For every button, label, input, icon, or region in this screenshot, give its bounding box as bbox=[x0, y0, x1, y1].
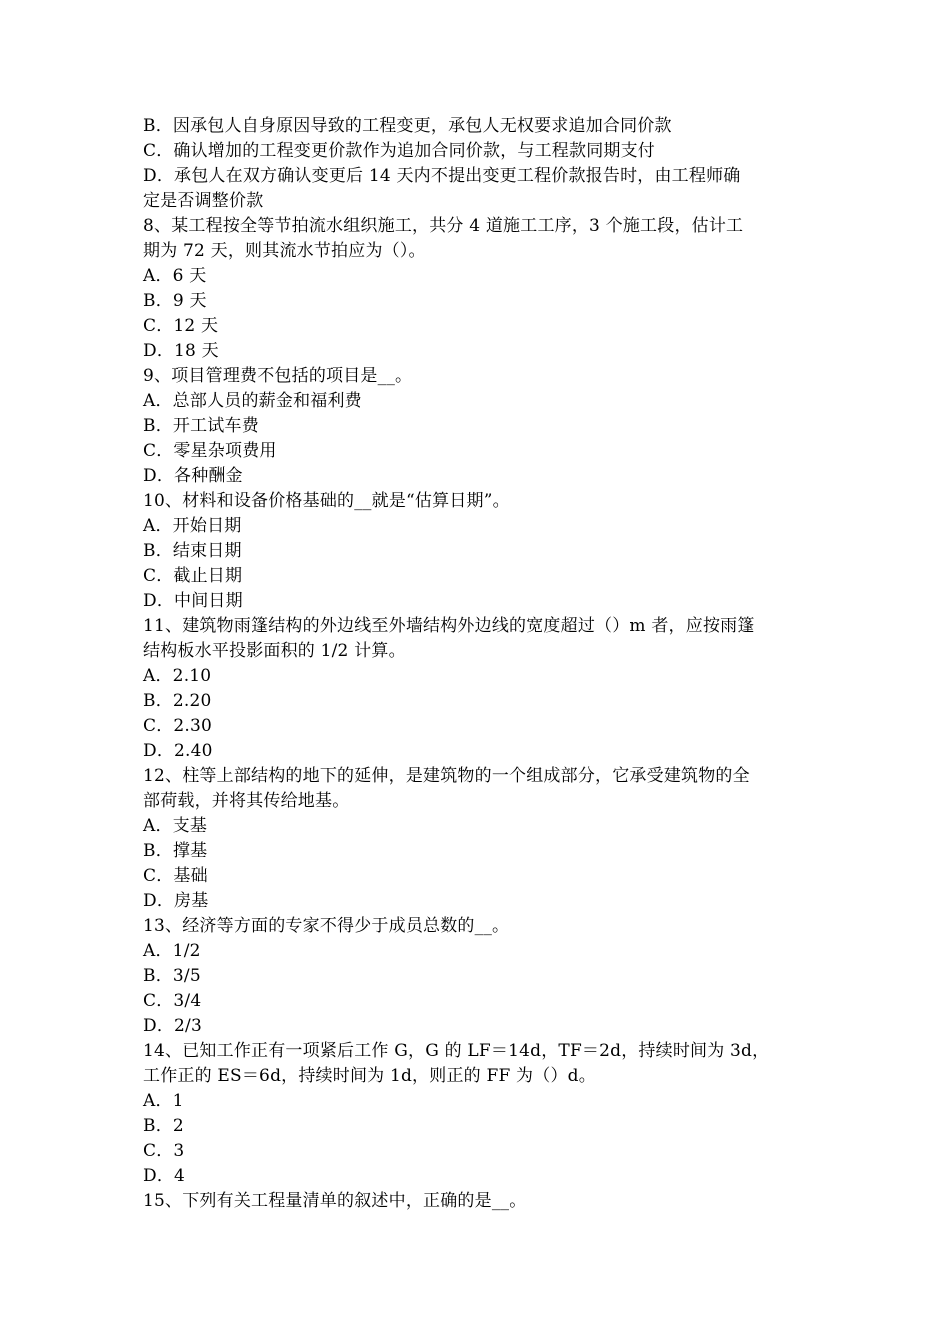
text-line: B．开工试车费 bbox=[143, 416, 259, 436]
text-line: D．房基 bbox=[143, 891, 209, 911]
text-line: B．3/5 bbox=[143, 966, 201, 986]
text-line: 11、建筑物雨篷结构的外边线至外墙结构外边线的宽度超过（）m 者，应按雨篷 bbox=[143, 616, 755, 636]
text-line: D．中间日期 bbox=[143, 591, 243, 611]
text-line: D．2/3 bbox=[143, 1016, 202, 1036]
text-line: A．总部人员的薪金和福利费 bbox=[143, 391, 362, 411]
text-line: A．1/2 bbox=[143, 941, 201, 961]
text-line: 14、已知工作正有一项紧后工作 G，G 的 LF＝14d，TF＝2d，持续时间为 3d， bbox=[143, 1041, 770, 1061]
text-line: C．零星杂项费用 bbox=[143, 441, 277, 461]
text-line: 9、项目管理费不包括的项目是__。 bbox=[143, 366, 413, 386]
text-line: B．9 天 bbox=[143, 291, 207, 311]
text-line: 10、材料和设备价格基础的__就是“估算日期”。 bbox=[143, 491, 510, 511]
text-line: 8、某工程按全等节拍流水组织施工，共分 4 道施工工序，3 个施工段，估计工 bbox=[143, 216, 744, 236]
text-line: 13、经济等方面的专家不得少于成员总数的__。 bbox=[143, 916, 510, 936]
text-line: C．3 bbox=[143, 1141, 185, 1161]
text-line: C．12 天 bbox=[143, 316, 219, 336]
text-line: B．2 bbox=[143, 1116, 184, 1136]
text-line: 结构板水平投影面积的 1/2 计算。 bbox=[143, 641, 406, 661]
text-line: C．3/4 bbox=[143, 991, 202, 1011]
text-line: A．2.10 bbox=[143, 666, 212, 686]
text-line: 部荷载，并将其传给地基。 bbox=[143, 791, 350, 811]
text-line: 期为 72 天，则其流水节拍应为（）。 bbox=[143, 241, 426, 261]
text-line: D．各种酬金 bbox=[143, 466, 243, 486]
text-line: 12、柱等上部结构的地下的延伸，是建筑物的一个组成部分，它承受建筑物的全 bbox=[143, 766, 750, 786]
text-line: B．因承包人自身原因导致的工程变更，承包人无权要求追加合同价款 bbox=[143, 116, 672, 136]
text-line: C．2.30 bbox=[143, 716, 213, 736]
text-line: B．结束日期 bbox=[143, 541, 242, 561]
text-line: B．2.20 bbox=[143, 691, 212, 711]
text-line: D．2.40 bbox=[143, 741, 213, 761]
text-line: 工作正的 ES＝6d，持续时间为 1d，则正的 FF 为（）d。 bbox=[143, 1066, 596, 1086]
text-line: D．4 bbox=[143, 1166, 186, 1186]
text-line: A．支基 bbox=[143, 816, 208, 836]
text-line: C．基础 bbox=[143, 866, 208, 886]
text-line: A．开始日期 bbox=[143, 516, 242, 536]
text-line: 定是否调整价款 bbox=[143, 191, 264, 211]
text-line: D．承包人在双方确认变更后 14 天内不提出变更工程价款报告时，由工程师确 bbox=[143, 166, 741, 186]
text-line: B．撑基 bbox=[143, 841, 208, 861]
text-line: A．6 天 bbox=[143, 266, 207, 286]
text-line: C．截止日期 bbox=[143, 566, 243, 586]
text-line: 15、下列有关工程量清单的叙述中，正确的是__。 bbox=[143, 1191, 527, 1211]
text-line: C．确认增加的工程变更价款作为追加合同价款，与工程款同期支付 bbox=[143, 141, 656, 161]
text-line: A．1 bbox=[143, 1091, 184, 1111]
text-line: D．18 天 bbox=[143, 341, 219, 361]
document-body bbox=[143, 114, 808, 1214]
